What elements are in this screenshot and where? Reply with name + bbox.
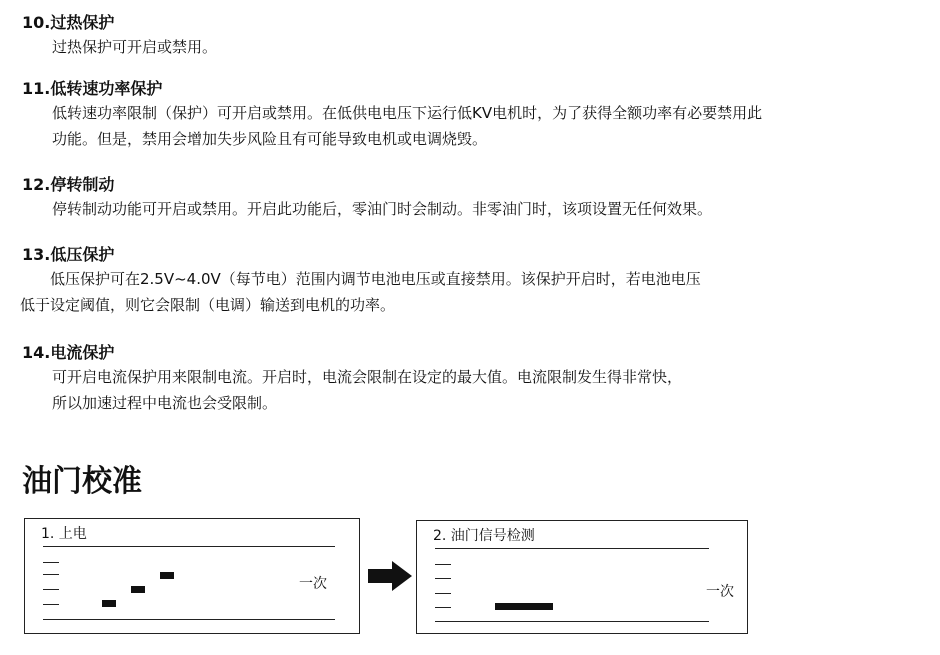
step2-throttle-detect-diagram — [416, 520, 748, 634]
bottom-line — [435, 621, 709, 622]
signal-tick — [43, 604, 59, 605]
beep-high — [160, 572, 174, 579]
section-text: 可开启电流保护用来限制电流。开启时，电流会限制在设定的最大值。电流限制发生得非常快， — [52, 368, 683, 386]
section-text: 停转制动功能可开启或禁用。开启此功能后，零油门时会制动。非零油门时，该项设置无任何效果。 — [52, 200, 713, 218]
beep-low — [102, 600, 116, 607]
section-heading: 10.过热保护 — [22, 13, 115, 32]
section-overheat — [22, 12, 922, 60]
step1-label: 1. 上电 — [41, 526, 87, 542]
signal-tick — [43, 589, 59, 590]
step1-power-on-diagram — [24, 518, 360, 634]
section-text: 过热保护可开启或禁用。 — [52, 38, 218, 56]
top-line — [435, 548, 709, 549]
bottom-line — [43, 619, 335, 620]
section-heading: 12.停转制动 — [22, 175, 115, 194]
step2-label: 2. 油门信号检测 — [433, 528, 535, 544]
section-low-rpm-power-protection — [22, 78, 922, 152]
signal-tick — [435, 578, 451, 579]
section-heading: 13.低压保护 — [22, 245, 115, 264]
section-stop-brake — [22, 174, 922, 222]
section-text: 所以加速过程中电流也会受限制。 — [52, 394, 278, 412]
section-current-protection — [22, 342, 922, 416]
section-low-voltage-protection — [20, 244, 920, 318]
signal-tick — [43, 562, 59, 563]
beep-mid — [131, 586, 145, 593]
signal-tick — [435, 564, 451, 565]
arrow-right-icon — [368, 561, 412, 591]
long-beep — [495, 603, 553, 610]
signal-tick — [435, 593, 451, 594]
step1-note: 一次 — [299, 576, 327, 592]
throttle-calibration-title: 油门校准 — [22, 464, 142, 499]
section-text: 低转速功率限制（保护）可开启或禁用。在低供电电压下运行低KV电机时，为了获得全额功率有必要禁用此 — [52, 104, 763, 122]
section-heading: 11.低转速功率保护 — [22, 79, 163, 98]
section-text: 功能。但是，禁用会增加失步风险且有可能导致电机或电调烧毁。 — [52, 130, 488, 148]
section-text: 低于设定阈值，则它会限制（电调）输送到电机的功率。 — [20, 296, 396, 314]
top-line — [43, 546, 335, 547]
signal-tick — [435, 607, 451, 608]
section-text: 低压保护可在2.5V~4.0V（每节电）范围内调节电池电压或直接禁用。该保护开启时，若电池电压 — [50, 270, 701, 288]
signal-tick — [43, 574, 59, 575]
section-heading: 14.电流保护 — [22, 343, 115, 362]
step2-note: 一次 — [706, 584, 734, 600]
